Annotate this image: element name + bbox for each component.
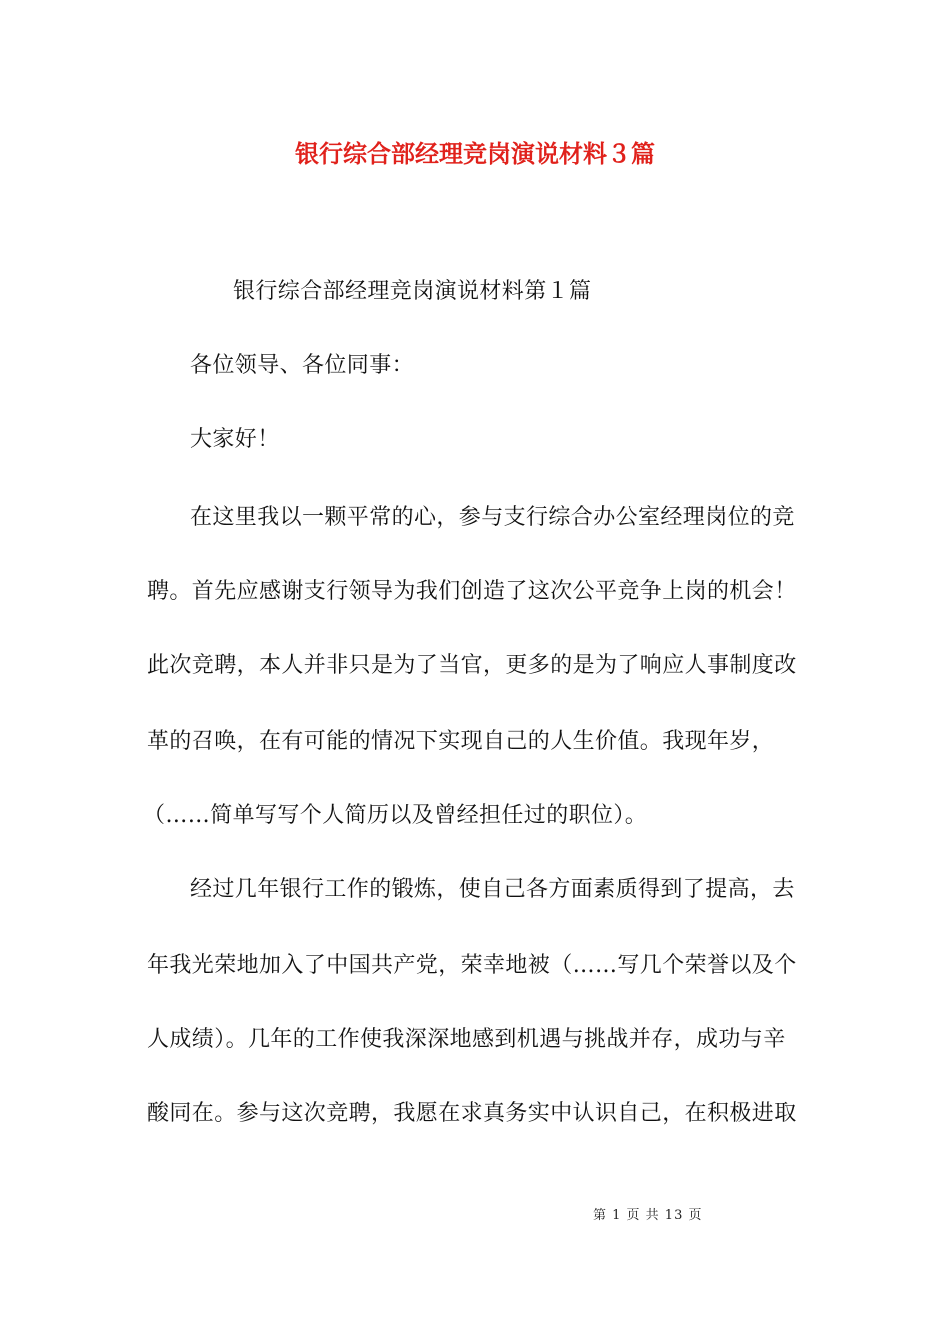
text-line: 各位领导、各位同事：: [190, 353, 415, 378]
text-line: 聘。首先应感谢支行领导为我们创造了这次公平竞争上岗的机会！: [147, 579, 797, 604]
page-number-footer: 第 1 页 共 13 页: [593, 1208, 703, 1223]
document-title: 银行综合部经理竞岗演说材料３篇: [295, 139, 655, 168]
section-heading: 银行综合部经理竞岗演说材料第１篇: [233, 279, 592, 304]
text-line: 酸同在。参与这次竞聘，我愿在求真务实中认识自己，在积极进取: [147, 1101, 797, 1126]
text-line: 人成绩）。几年的工作使我深深地感到机遇与挑战并存，成功与辛: [147, 1027, 786, 1052]
text-line: 革的召唤，在有可能的情况下实现自己的人生价值。我现年岁，: [147, 729, 775, 754]
text-line: 在这里我以一颗平常的心，参与支行综合办公室经理岗位的竞: [190, 505, 795, 530]
text-line: 大家好！: [190, 427, 280, 452]
text-line: （……简单写写个人简历以及曾经担任过的职位）。: [143, 803, 648, 828]
text-line: 此次竞聘，本人并非只是为了当官，更多的是为了响应人事制度改: [147, 653, 797, 678]
text-line: 经过几年银行工作的锻炼，使自己各方面素质得到了提高，去: [190, 877, 795, 902]
text-line: 年我光荣地加入了中国共产党，荣幸地被（……写几个荣誉以及个: [147, 953, 797, 978]
